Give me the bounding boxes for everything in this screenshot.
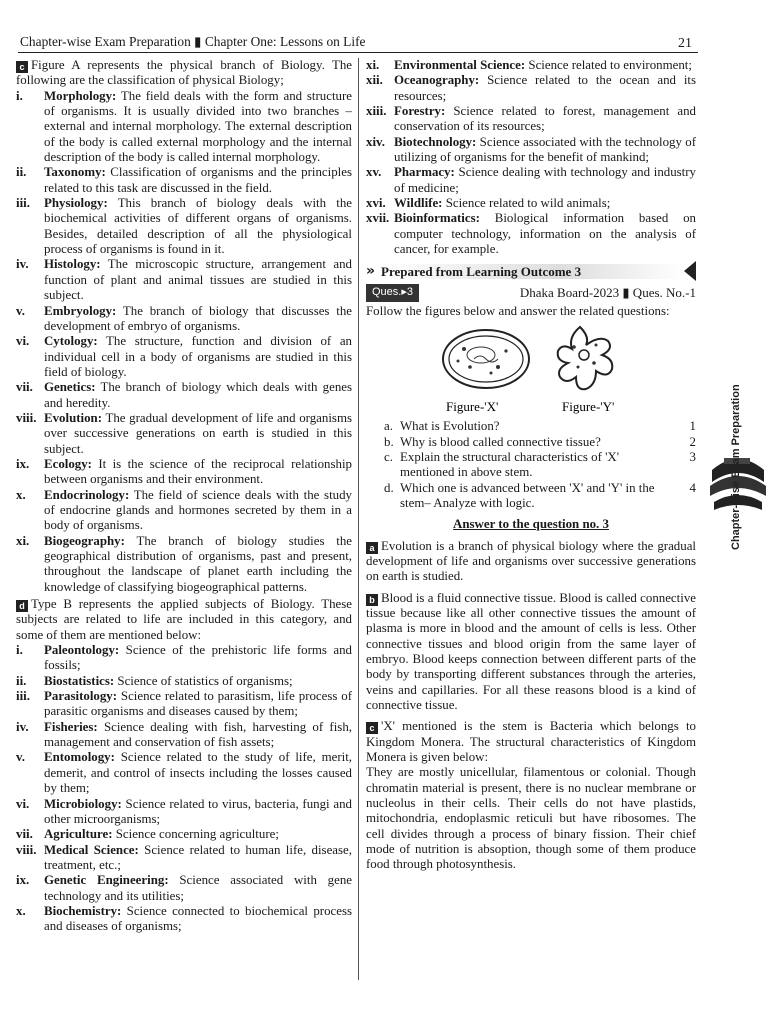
page-header (18, 30, 698, 53)
column-divider (358, 58, 359, 980)
item-term: Parasitology: (44, 689, 118, 704)
question-mark: 4 (689, 480, 696, 495)
item-text (44, 334, 352, 380)
item-description: The branch of biology that discusses the development of embryo of organisms. (44, 303, 352, 333)
list-item (16, 488, 352, 534)
list-item (16, 720, 352, 751)
item-number: iii. (16, 689, 30, 704)
item-description: It is the science of the reciprocal relationship between organisms and their environment. (44, 456, 352, 487)
answer-b: b Blood is a fluid connective tissue. Blood is called connective tissue because like all other connective tissues the amount of plasma is more in blood and the amount of cells is less. Other connective tissues and blood origin from the same layer of embryo. Blood keeps connection between different parts of the body by transporting different substances through the arteries, veins and capillaries. For all these reasons blood is a kind of connective tissue. (366, 590, 696, 712)
list-item (366, 73, 696, 104)
item-number: ii. (16, 165, 27, 180)
item-text (394, 104, 696, 135)
item-term: Genetics: (44, 380, 96, 395)
question-item (366, 419, 696, 434)
item-term: Oceanography: (394, 73, 480, 88)
item-number: ix. (16, 456, 30, 471)
question-item (366, 435, 696, 450)
list-item (16, 534, 352, 595)
answer-c-details: They are mostly unicellular, filamentous or colonial. Though chromatin material is present, there is no nuclear membrane or nucleolus in their cells. Their cells do not have plastids, mitochondria, endoplasmic reticuli but have ribosomes. The cell divides through a process of binary fission. Their chief mode of nutrition is absoption, though some of them produce food through photosynthesis. (366, 765, 696, 872)
item-text (44, 674, 352, 689)
item-text (44, 165, 352, 196)
question-badge: Ques.▸3 (366, 284, 419, 301)
item-text (44, 196, 352, 257)
item-text (44, 534, 352, 595)
item-number: vi. (16, 334, 30, 349)
item-text (44, 304, 352, 335)
question-mark: 3 (689, 449, 696, 464)
item-number: i. (16, 88, 23, 103)
item-term: Physiology: (44, 196, 108, 211)
item-term: Taxonomy: (44, 165, 106, 180)
list-item (16, 165, 352, 196)
list-item (16, 827, 352, 842)
item-term: Forestry: (394, 104, 446, 119)
item-term: Wildlife: (394, 196, 443, 211)
item-description: Science related to the ocean and its resources; (394, 73, 696, 103)
item-text (44, 643, 352, 674)
item-number: v. (16, 303, 25, 318)
item-term: Evolution: (44, 410, 103, 425)
item-text (44, 257, 352, 303)
list-item (16, 380, 352, 411)
question-text: Explain the structural characteristics of 'X' mentioned in above stem. (400, 449, 620, 480)
figure-y-label: Figure-'Y' (562, 399, 615, 415)
item-term: Paleontology: (44, 643, 120, 658)
question-text: Why is blood called connective tissue? (400, 434, 601, 449)
item-description: Science of statistics of organisms; (114, 673, 293, 688)
question-list (366, 419, 696, 511)
item-term: Biogeography: (44, 533, 125, 548)
item-text (44, 750, 352, 796)
list-item (16, 89, 352, 166)
item-description: The gradual development of life and organisms over successive generations on earth is studied in this subject. (44, 410, 352, 456)
item-term: Embryology: (44, 303, 117, 318)
item-number: viii. (16, 410, 37, 425)
list-item (366, 104, 696, 135)
question-label: d. (384, 480, 394, 495)
item-term: Endocrinology: (44, 487, 130, 502)
item-description: Science related to environment; (525, 58, 692, 72)
side-tab-label: Chapter-wise Exam Preparation (730, 384, 742, 550)
applied-biology-list (16, 643, 352, 935)
item-term: Pharmacy: (394, 165, 455, 180)
item-text (44, 689, 352, 720)
answer-tag-icon: c (16, 61, 28, 73)
board-reference: Dhaka Board-2023 ▮ Ques. No.-1 (519, 285, 696, 301)
figures (366, 319, 696, 419)
item-text (44, 720, 352, 751)
answer-tag-icon: c (366, 722, 378, 734)
item-term: Bioinformatics: (394, 211, 480, 226)
list-item (366, 135, 696, 166)
item-description: Science associated with gene technology and its utilities; (44, 873, 352, 903)
item-text (394, 73, 696, 104)
list-item (366, 196, 696, 211)
item-description: The field of science deals with the study of endocrine glands and hormones secreted by them in a body of organisms. (44, 487, 352, 533)
item-text (44, 89, 352, 166)
item-description: Science dealing with fish, harvesting of fish, management and conservation of fish assets; (44, 719, 352, 750)
item-number: iv. (16, 719, 29, 734)
figure-drawings (366, 319, 696, 419)
item-text (44, 488, 352, 534)
item-term: Environmental Science: (394, 58, 526, 72)
item-description: Classification of organisms and the principles related to this task are discussed in the field. (44, 165, 352, 195)
item-number: x. (16, 487, 26, 502)
item-number: viii. (16, 842, 37, 857)
item-description: Science related to wild animals; (442, 196, 611, 211)
item-term: Ecology: (44, 456, 92, 471)
item-description: Science connected to biochemical process and diseases of organisms; (44, 903, 352, 934)
list-item (16, 457, 352, 488)
answer-c: c 'X' mentioned is the stem is Bacteria which belongs to Kingdom Monera. The structural characteristics of Kingdom Monera is given below: (366, 719, 696, 765)
bacterium-figure-x (443, 330, 529, 388)
item-number: vi. (16, 796, 30, 811)
item-text (44, 380, 352, 411)
item-description: Science associated with the technology of utilizing of organisms for the benefit of mankind; (394, 134, 696, 165)
item-description: The branch of biology which deals with genes and heredity. (44, 380, 352, 410)
item-text (394, 211, 696, 257)
question-label: a. (384, 419, 393, 434)
learning-outcome-banner (366, 262, 696, 280)
item-description: Science dealing with technology and industry of medicine; (394, 165, 696, 195)
list-item (16, 689, 352, 720)
item-number: xii. (366, 73, 383, 88)
answer-a: a Evolution is a branch of physical biology where the gradual development of life and organisms over successive generations on earth is studied. (366, 538, 696, 584)
question-mark: 1 (689, 419, 696, 434)
question-text: What is Evolution? (400, 419, 500, 434)
item-description: Science related to virus, bacteria, fungi and other microorganisms; (44, 796, 352, 826)
item-number: ii. (16, 673, 27, 688)
item-number: iii. (16, 196, 30, 211)
item-text (44, 827, 352, 842)
item-text (44, 457, 352, 488)
answer-tag-icon: d (16, 600, 28, 612)
item-number: vii. (16, 827, 33, 842)
item-description: Science related to parasitism, life process of parasitic organisms and diseases caused by them; (44, 689, 352, 719)
arrow-tip-icon (684, 261, 696, 281)
item-text (394, 58, 696, 73)
figure-x-label: Figure-'X' (446, 399, 499, 415)
list-item (16, 674, 352, 689)
double-chevron-icon: » (366, 262, 376, 279)
left-column (16, 58, 352, 935)
question-label: b. (384, 434, 394, 449)
item-number: xvii. (366, 211, 390, 226)
item-description: Science of the prehistoric life forms and fossils; (44, 643, 352, 673)
answer-tag-icon: a (366, 542, 378, 554)
amoeba-figure-y (558, 327, 613, 389)
item-term: Biotechnology: (394, 134, 477, 149)
list-item (16, 750, 352, 796)
item-number: v. (16, 750, 25, 765)
item-term: Biostatistics: (44, 673, 115, 688)
question-instruction: Follow the figures below and answer the related questions: (366, 303, 670, 318)
item-description: Science related to forest, management and conservation of its resources; (394, 104, 696, 134)
item-number: vii. (16, 380, 33, 395)
item-text (44, 411, 352, 457)
question-text: Which one is advanced between 'X' and 'Y' in the stem– Analyze with logic. (400, 480, 655, 510)
list-item (16, 904, 352, 935)
item-number: iv. (16, 257, 29, 272)
list-item (16, 797, 352, 828)
item-term: Microbiology: (44, 796, 122, 811)
page-number: 21 (678, 36, 692, 51)
item-term: Entomology: (44, 750, 115, 765)
list-item (366, 58, 696, 73)
item-number: ix. (16, 873, 30, 888)
item-number: xv. (366, 165, 382, 180)
question-item (366, 450, 696, 481)
applied-biology-list-continued (366, 58, 696, 257)
item-term: Histology: (44, 257, 101, 272)
item-text (394, 165, 696, 196)
item-number: xvi. (366, 196, 386, 211)
item-text (44, 843, 352, 874)
block-b-intro: d Type B represents the applied subjects of Biology. These subjects are related to life are included in this category, and some of them are mentioned below: (16, 597, 352, 642)
item-description: The structure, function and division of an individual cell in a body of organisms are studied in this field of biology. (44, 334, 352, 379)
list-item (16, 843, 352, 874)
item-term: Morphology: (44, 88, 117, 103)
learning-outcome-label: Prepared from Learning Outcome 3 (379, 264, 684, 279)
item-number: xiii. (366, 104, 387, 119)
item-term: Genetic Engineering: (44, 873, 169, 888)
right-column (366, 58, 696, 873)
item-description: The microscopic structure, arrangement and function of plant and animal tissues are studied in this subject. (44, 257, 352, 303)
item-text (394, 135, 696, 166)
item-text (44, 797, 352, 828)
list-item (16, 873, 352, 904)
question-header (366, 284, 696, 301)
item-description: The field deals with the form and structure of organisms. It is usually divided into two branches – external and internal morphology. The external description of the body is called external morphology and the internal description of the body is called internal morphology. (44, 88, 352, 165)
question-label: c. (384, 449, 393, 464)
item-number: x. (16, 903, 26, 918)
item-text (44, 873, 352, 904)
list-item (16, 304, 352, 335)
answer-heading: Answer to the question no. 3 (453, 517, 609, 532)
item-description: This branch of biology deals with the biochemical activities of different organs of organisms. Besides, detailed description of all the physiological process of organisms is found in it. (44, 196, 352, 257)
item-term: Medical Science: (44, 842, 139, 857)
block-a-intro: c Figure A represents the physical branch of Biology. The following are the classification of physical Biology; (16, 58, 352, 88)
item-number: xi. (16, 533, 30, 548)
item-description: Science related to the study of life, merit, demerit, and control of insects including the losses caused by them; (44, 750, 352, 796)
item-term: Cytology: (44, 334, 98, 349)
side-tab (706, 384, 768, 730)
item-term: Fisheries: (44, 719, 98, 734)
physical-biology-list (16, 89, 352, 595)
list-item (16, 643, 352, 674)
item-description: The branch of biology studies the geographical distribution of organisms, past and present, throughout the landscape of planet earth including the knowledge of classifying biogeographical patterns. (44, 533, 352, 594)
question-item (366, 481, 696, 512)
item-number: i. (16, 643, 23, 658)
running-title: Chapter-wise Exam Preparation ▮ Chapter One: Lessons on Life (20, 34, 366, 49)
item-description: Science related to human life, disease, treatment, etc.; (44, 842, 352, 872)
item-term: Biochemistry: (44, 903, 122, 918)
list-item (366, 211, 696, 257)
list-item (16, 196, 352, 257)
question-mark: 2 (689, 434, 696, 449)
item-term: Agriculture: (44, 827, 113, 842)
list-item (366, 165, 696, 196)
item-description: Science concerning agriculture; (112, 827, 279, 842)
item-text (394, 196, 696, 211)
list-item (16, 257, 352, 303)
list-item (16, 411, 352, 457)
item-text (44, 904, 352, 935)
list-item (16, 334, 352, 380)
item-description: Biological information based on computer technology, information on the analysis of cancer, for example. (394, 211, 696, 257)
item-number: xi. (366, 58, 380, 72)
item-number: xiv. (366, 134, 385, 149)
answer-tag-icon: b (366, 594, 378, 606)
